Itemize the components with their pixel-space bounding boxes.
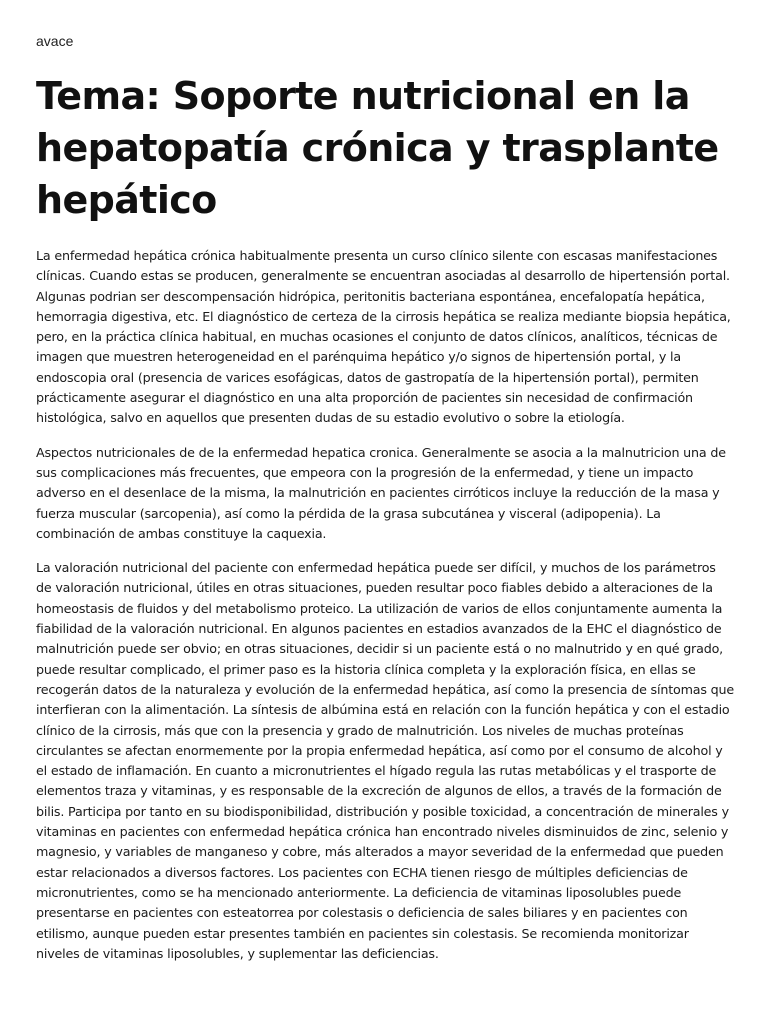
paragraph-nutritional-assessment: La valoración nutricional del paciente con enfermedad hepática puede ser difícil, y muchos de los parámetros de valoración nutricional, útiles en otras situaciones, pueden resultar poco fiables debido a alteraciones de la homeostasis de fluidos y del metabolismo proteico. La utilización de varios de ellos conjuntamente aumenta la fiabilidad de la valoración nutricional. En algunos pacientes en estadios avanzados de la EHC el diagnóstico de malnutrición puede ser obvio; en otras situaciones, decidir si un paciente está o no malnutrido y en qué grado, puede resultar complicado, el primer paso es la historia clínica completa y la exploración física, en ellas se recogerán datos de la naturaleza y evolución de la enfermedad hepática, así como la presencia de síntomas que interfieran con la alimentación. La síntesis de albúmina está en relación con la función hepática y con el estadio clínico de la cirrosis, más que con la presencia y grado de malnutrición. Los niveles de muchas proteínas circulantes se afectan enormemente por la propia enfermedad hepática, así como por el consumo de alcohol y el estado de inflamación. En cuanto a micronutrientes el hígado regula las rutas metabólicas y el trasporte de elementos traza y vitaminas, y es responsable de la excreción de algunos de ellos, a través de la formación de bilis. Participa por tanto en su biodisponibilidad, distribución y posible toxicidad, a concentración de minerales y vitaminas en pacientes con enfermedad hepática crónica han encontrado niveles disminuidos de zinc, selenio y magnesio, y variables de manganeso y cobre, más alterados a mayor severidad de la enfermedad que pueden estar relacionados a diversos factores. Los pacientes con ECHA tienen riesgo de múltiples deficiencias de micronutrientes, como se ha mencionado anteriormente. La deficiencia de vitaminas liposolubles puede presentarse en pacientes con esteatorrea por colestasis o deficiencia de sales biliares y en pacientes con etilismo, aunque pueden estar presentes también en pacientes sin colestasis. Se recomienda monitorizar niveles de vitaminas liposolubles, y suplementar las deficiencias. xyxy=(36,560,734,961)
article-body xyxy=(36,246,734,978)
site-label: avace xyxy=(36,33,74,49)
paragraph-intro: La enfermedad hepática crónica habitualmente presenta un curso clínico silente con escasas manifestaciones clínicas. Cuando estas se producen, generalmente se encuentran asociadas al desarrollo de hipertensión portal. Algunas podrian ser descompensación hidrópica, peritonitis bacteriana espontánea, encefalopatía hepática, hemorragia digestiva, etc. El diagnóstico de certeza de la cirrosis hepática se realiza mediante biopsia hepática, pero, en la práctica clínica habitual, en muchas ocasiones el conjunto de datos clínicos, analíticos, técnicas de imagen que muestren heterogeneidad en el parénquima hepático y/o signos de hipertensión portal, y la endoscopia oral (presencia de varices esofágicas, datos de gastropatía de la hipertensión portal), permiten prácticamente asegurar el diagnóstico en una alta proporción de pacientes sin necesidad de confirmación histológica, salvo en aquellos que presenten dudas de su estadio evolutivo o sobre la etiología. xyxy=(36,248,731,426)
paragraph-nutritional-aspects: Aspectos nutricionales de de la enfermedad hepatica cronica. Generalmente se asocia a la malnutricion una de sus complicaciones más frecuentes, que empeora con la progresión de la enfermedad, y tiene un impacto adverso en el desenlace de la misma, la malnutrición en pacientes cirróticos incluye la reducción de la masa y fuerza muscular (sarcopenia), así como la pérdida de la grasa subcutánea y visceral (adipopenia). La combinación de ambas constituye la caquexia. xyxy=(36,444,726,541)
page-title: Tema: Soporte nutricional en la hepatopatía crónica y trasplante hepático xyxy=(36,74,719,222)
